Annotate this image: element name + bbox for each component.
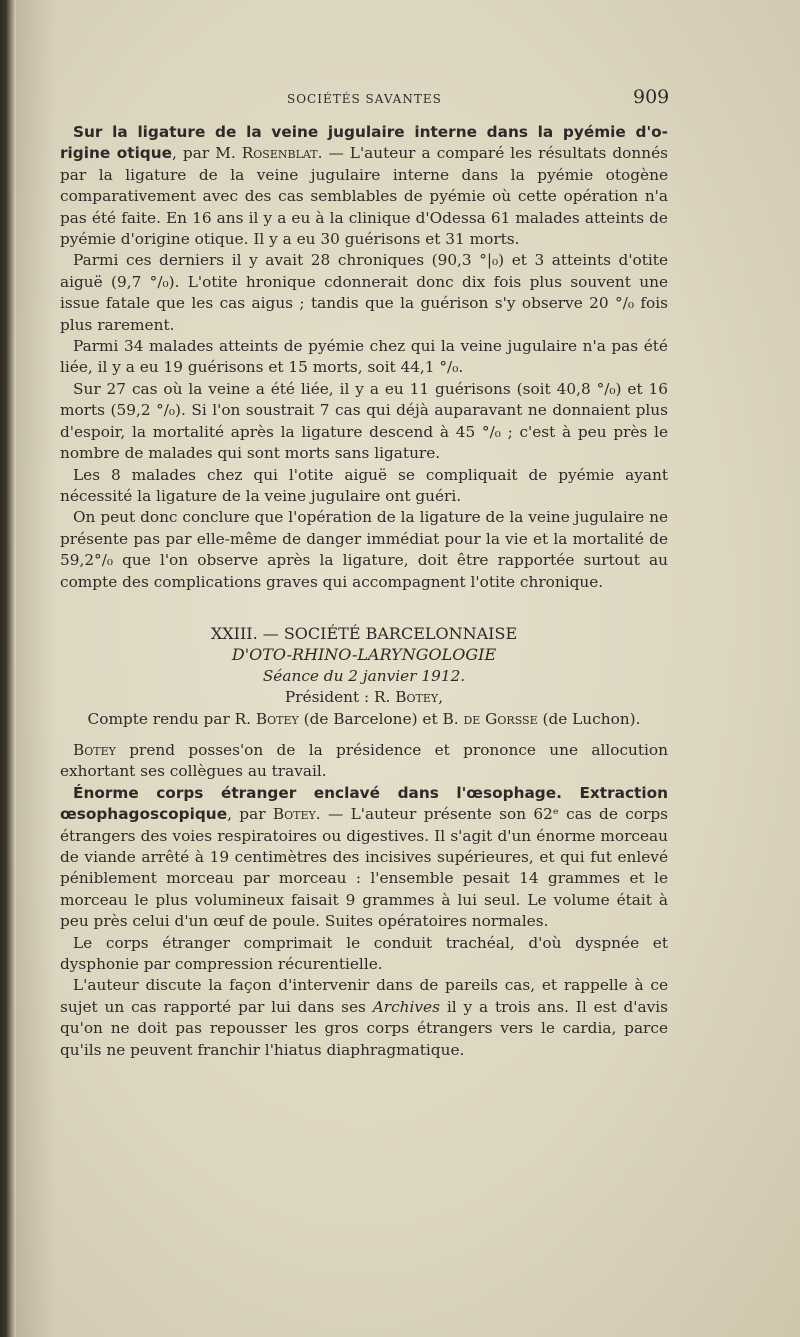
paragraph: Les 8 malades chez qui l'otite aiguë se compliquait de pyémie ayant nécessité la ligature de la veine jugulaire ont guéri. bbox=[60, 465, 668, 505]
paragraph: On peut donc conclure que l'opération de la ligature de la veine jugulaire ne présente pas par elle-même de danger immédiat pour la vie et la mortalité de 59,2°/₀ que l'on observe après la ligature, doit être rapportée surtout au compte des complications graves qui accompagnent l'otite chronique. bbox=[60, 508, 668, 591]
paragraph: Le corps étranger comprimait le conduit trachéal, d'où dyspnée et dysphonie par compression récurentielle. bbox=[60, 933, 668, 974]
president-line: Président : R. Botey, bbox=[284, 688, 444, 707]
report-credit: Compte rendu par R. Botey (de Barcelone) et B. de Gorsse (de Luchon). bbox=[87, 709, 641, 728]
article-title-jugular-ligature: Sur la ligature de la veine jugulaire interne dans la pyémie d'o-rigine otique bbox=[60, 123, 668, 163]
session-date: Séance du 2 janvier 1912. bbox=[262, 666, 466, 685]
author-name: Rosenblat bbox=[241, 144, 318, 163]
page-number: 909 bbox=[633, 86, 670, 108]
paragraph: L'auteur discute la façon d'intervenir dans de pareils cas, et rappelle à ce sujet un cas rapporté par lui dans ses Archives il y a trois ans. Il est d'avis qu'on ne doit pas repousser les gros corps étrangers vers le cardia, parce qu'ils ne peuvent franchir l'hiatus diaphragmatique. bbox=[60, 976, 668, 1059]
page-body bbox=[60, 122, 668, 1061]
running-head: SOCIÉTÉS SAVANTES bbox=[287, 92, 442, 106]
article-rosenblat-intro: Sur la ligature de la veine jugulaire interne dans la pyémie d'o-rigine otique, par M. Rosenblat. — L'auteur a comparé les résultats donnés par la ligature de la veine jugulaire interne dans la pyémie otogène comparativement avec des cas semblables de pyémie où cette opération n'a pas été faite. En 16 ans il y a eu à la clinique d'Odessa 61 malades atteints de pyémie d'origine otique. Il y a eu 30 guérisons et 31 morts. bbox=[60, 123, 668, 249]
article-title-esophagus: Énorme corps étranger enclavé dans l'œsophage. Extraction œsophagoscopique bbox=[60, 783, 668, 824]
section-subheading: D'OTO-RHINO-LARYNGOLOGIE bbox=[231, 645, 497, 665]
paragraph: Parmi 34 malades atteints de pyémie chez qui la veine jugulaire n'a pas été liée, il y a eu 19 guérisons et 15 morts, soit 44,1 °/₀. bbox=[60, 337, 668, 377]
book-spine-edge bbox=[0, 0, 16, 1337]
paragraph: Parmi ces derniers il y avait 28 chroniques (90,3 °|₀) et 3 atteints d'otite aiguë (9,7 °/₀). L'otite hronique cdonnerait donc dix fois plus souvent une issue fatale que les cas aigus ; tandis que la guérison s'y observe 20 °/₀ fois plus rarement. bbox=[60, 251, 668, 334]
paragraph: Botey prend posses'on de la présidence et prononce une allocution exhortant ses collègues au travail. bbox=[60, 740, 668, 781]
author-name: Botey bbox=[272, 805, 316, 824]
page-fold-shadow bbox=[16, 0, 56, 1337]
paragraph: Sur 27 cas où la veine a été liée, il y a eu 11 guérisons (soit 40,8 °/₀) et 16 morts (59,2 °/₀). Si l'on soustrait 7 cas qui déjà auparavant ne donnaient plus d'espoir, la mortalité après la ligature descend à 45 °/₀ ; c'est à peu près le nombre de malades qui sont morts sans ligature. bbox=[60, 379, 668, 463]
section-heading: XXIII. — SOCIÉTÉ BARCELONNAISE bbox=[210, 623, 518, 643]
article-botey-foreign-body: Énorme corps étranger enclavé dans l'œsophage. Extraction œsophagoscopique, par Botey. — L'auteur présente son 62ᵉ cas de corps étrangers des voies respiratoires ou digestives. Il s'agit d'un énorme morceau de viande arrêté à 19 centimètres des incisives supérieures, et qui fut enlevé péniblement morceau par morceau : l'ensemble pesait 14 grammes et le morceau le plus volumineux faisait 9 grammes à lui seul. Le volume était à peu près celui d'un œuf de poule. Suites opératoires normales. bbox=[60, 783, 668, 931]
journal-name: Archives bbox=[372, 997, 440, 1016]
